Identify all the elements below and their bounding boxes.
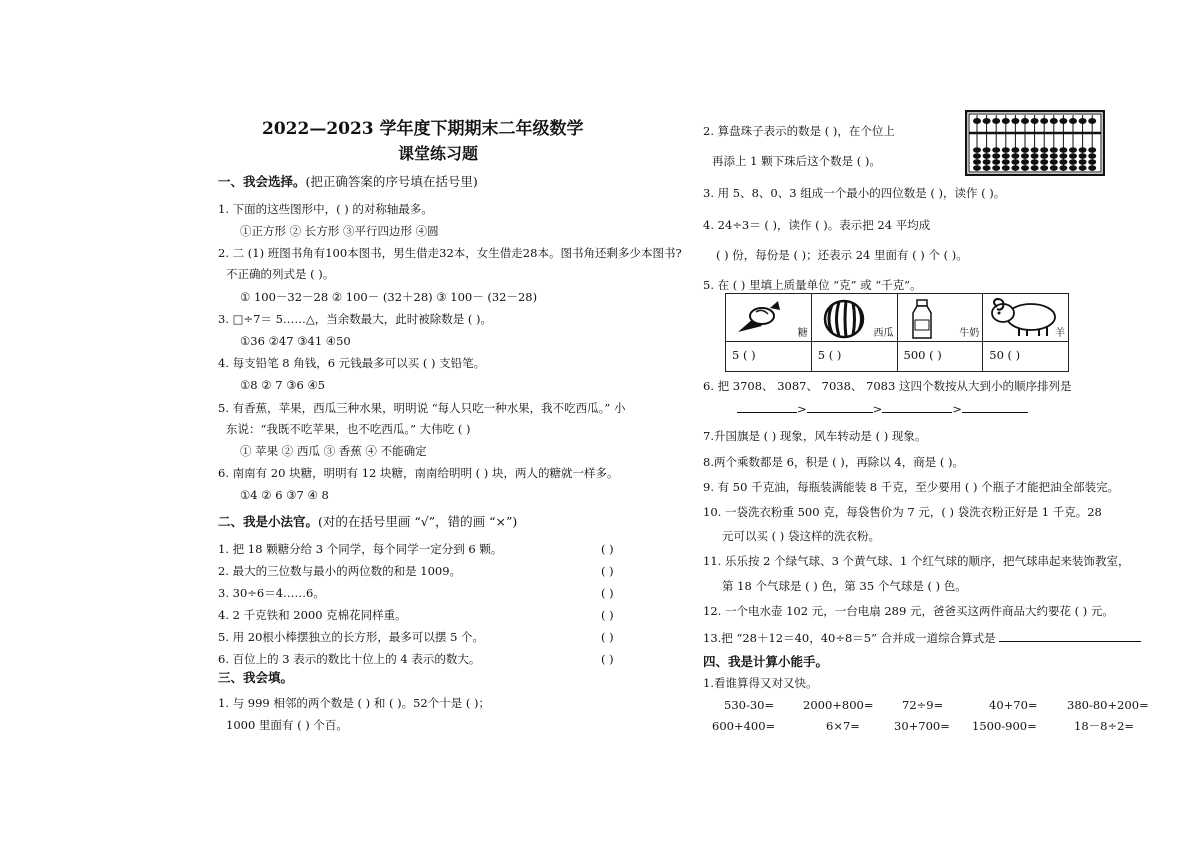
section-4-heading	[703, 655, 828, 669]
mass-unit-table	[725, 293, 1069, 372]
calc-problem: 1500-900=	[972, 719, 1037, 733]
sheep-icon	[987, 297, 1061, 339]
order-blank-2[interactable]	[807, 401, 873, 413]
order-blank-1[interactable]	[737, 401, 797, 413]
calc-problem: 2000+800=	[803, 698, 874, 712]
q1-4-stem: 4. 每支铅笔 8 角钱，6 元钱最多可以买 ( ) 支铅笔。	[218, 356, 486, 370]
q1-2-options: ① 100－32－28 ② 100－ (32＋28) ③ 100－ (32－28)	[240, 290, 538, 304]
judge-item: 2. 最大的三位数与最小的两位数的和是 1009。	[218, 564, 462, 578]
q3-6-order-line	[737, 401, 1028, 416]
q3-10-line1: 10. 一袋洗衣粉重 500 克，每袋售价为 7 元，( ) 袋洗衣粉正好是 1 千克。28	[703, 505, 1102, 519]
q3-12: 12. 一个电水壶 102 元，一台电扇 289 元，爸爸买这两件商品大约要花 ( ) 元。	[703, 604, 1114, 618]
judge-item: 3. 30÷6＝4……6。	[218, 586, 325, 600]
sheep-caption: 羊	[1055, 328, 1065, 339]
q3-1-line2: 1000 里面有 ( ) 个百。	[226, 718, 348, 732]
item-milk-cell	[897, 294, 983, 342]
section-4-subheading: 1.看谁算得又对又快。	[703, 676, 818, 690]
q3-6-stem: 6. 把 3708、 3087、 7038、 7083 这四个数按从大到小的顺序排列是	[703, 379, 1072, 393]
q1-6-stem: 6. 南南有 20 块糖，明明有 12 块糖，南南给明明 ( ) 块，两人的糖就一样多。	[218, 466, 619, 480]
section-1-note: (把正确答案的序号填在括号里)	[305, 174, 478, 189]
abacus-icon	[965, 110, 1105, 176]
gt-sign: >	[797, 402, 807, 416]
q1-2-stem: 2. 二 (1) 班图书角有100本图书，男生借走32本，女生借走28本。图书角还剩多少本图书?	[218, 246, 682, 260]
calc-problem: 380-80+200=	[1067, 698, 1149, 712]
q3-7: 7.升国旗是 ( ) 现象，风车转动是 ( ) 现象。	[703, 429, 927, 443]
q3-13-text: 13.把 “28＋12＝40，40÷8＝5” 合并成一道综合算式是	[703, 631, 996, 645]
watermelon-blank-cell[interactable]	[811, 342, 897, 372]
section-3-heading	[218, 671, 293, 685]
judge-answer-paren[interactable]: ( )	[601, 586, 614, 600]
item-watermelon-cell	[811, 294, 897, 342]
q1-1-stem: 1. 下面的这些图形中，( ) 的对称轴最多。	[218, 202, 433, 216]
q3-13-answer-line[interactable]	[999, 630, 1141, 642]
calc-problem: 30+700=	[894, 719, 950, 733]
page-subtitle: 课堂练习题	[398, 144, 479, 163]
q1-4-options: ①8 ② 7 ③6 ④5	[240, 378, 326, 392]
calc-problem: 6×7=	[826, 719, 860, 733]
q1-3-options: ①36 ②47 ③41 ④50	[240, 334, 351, 348]
candy-caption: 糖	[797, 328, 808, 339]
judge-answer-paren[interactable]: ( )	[601, 608, 614, 622]
milk-bottle-icon	[908, 298, 936, 340]
calc-problem: 18－8÷2=	[1074, 719, 1135, 733]
q3-1-line1: 1. 与 999 相邻的两个数是 ( ) 和 ( )。52个十是 ( )；	[218, 696, 491, 710]
section-2-heading	[218, 515, 517, 529]
q3-9: 9. 有 50 千克油，每瓶装满能装 8 千克，至少要用 ( ) 个瓶子才能把油全部装完。	[703, 480, 1120, 494]
judge-answer-paren[interactable]: ( )	[601, 652, 614, 666]
q1-5-stem: 5. 有香蕉，苹果，西瓜三种水果，明明说 “每人只吃一种水果，我不吃西瓜。” 小	[218, 401, 626, 415]
q1-3-stem: 3. □÷7＝ 5……△，当余数最大，此时被除数是 ( )。	[218, 312, 493, 326]
judge-item: 4. 2 千克铁和 2000 克棉花同样重。	[218, 608, 407, 622]
milk-blank-cell[interactable]	[897, 342, 983, 372]
watermelon-caption: 西瓜	[873, 328, 894, 339]
q3-5-stem: 5. 在 ( ) 里填上质量单位 “克” 或 “千克”。	[703, 278, 922, 292]
sheep-blank[interactable]: 50 ( )	[989, 348, 1021, 362]
q3-4-line1: 4. 24÷3＝ ( )，读作 ( )。表示把 24 平均成	[703, 218, 931, 232]
judge-item: 1. 把 18 颗糖分给 3 个同学，每个同学一定分到 6 颗。	[218, 542, 503, 556]
calc-problem: 530-30=	[724, 698, 775, 712]
milk-blank[interactable]: 500 ( )	[903, 348, 942, 362]
section-2-note: (对的在括号里画 “√”，错的画 “×”)	[318, 514, 518, 529]
q1-2-stem2: 不正确的列式是 ( )。	[226, 267, 335, 281]
watermelon-icon	[822, 297, 866, 339]
q3-3: 3. 用 5、8、0、3 组成一个最小的四位数是 ( )，读作 ( )。	[703, 186, 1006, 200]
q1-5-options: ① 苹果 ② 西瓜 ③ 香蕉 ④ 不能确定	[240, 444, 427, 458]
q3-2-line2: 再添上 1 颗下珠后这个数是 ( )。	[712, 154, 881, 168]
section-4-title: 四、我是计算小能手。	[703, 654, 829, 669]
judge-answer-paren[interactable]: ( )	[601, 542, 614, 556]
item-candy-cell	[726, 294, 812, 342]
milk-caption: 牛奶	[959, 328, 980, 339]
candy-blank[interactable]: 5 ( )	[732, 348, 756, 362]
q3-11-line1: 11. 乐乐按 2 个绿气球、3 个黄气球、1 个红气球的顺序，把气球串起来装饰教室，	[703, 554, 1130, 568]
gt-sign: >	[952, 402, 962, 416]
q3-10-line2: 元可以买 ( ) 袋这样的洗衣粉。	[722, 529, 880, 543]
gt-sign: >	[872, 402, 883, 416]
item-sheep-cell	[983, 294, 1069, 342]
judge-item: 6. 百位上的 3 表示的数比十位上的 4 表示的数大。	[218, 652, 481, 666]
section-1-title: 一、我会选择。	[218, 174, 306, 189]
candy-blank-cell[interactable]	[726, 342, 812, 372]
order-blank-4[interactable]	[962, 401, 1028, 413]
order-blank-3[interactable]	[882, 401, 952, 413]
q1-5-stem2: 东说：“我既不吃苹果，也不吃西瓜。” 大伟吃 ( )	[226, 422, 471, 436]
calc-problem: 72÷9=	[902, 698, 944, 712]
judge-answer-paren[interactable]: ( )	[601, 564, 614, 578]
q3-13	[703, 630, 1141, 645]
section-2-title: 二、我是小法官。	[218, 514, 319, 529]
section-1-heading	[218, 175, 478, 189]
q1-1-options: ①正方形 ② 长方形 ③平行四边形 ④圆	[240, 224, 439, 238]
judge-answer-paren[interactable]: ( )	[601, 630, 614, 644]
section-3-title: 三、我会填。	[218, 670, 294, 685]
q1-6-options: ①4 ② 6 ③7 ④ 8	[240, 488, 329, 502]
q3-2-line1: 2. 算盘珠子表示的数是 ( )，在个位上	[703, 124, 895, 138]
calc-problem: 600+400=	[712, 719, 776, 733]
q3-8: 8.两个乘数都是 6，积是 ( )，再除以 4，商是 ( )。	[703, 455, 964, 469]
watermelon-blank[interactable]: 5 ( )	[817, 348, 842, 362]
judge-item: 5. 用 20根小棒摆独立的长方形，最多可以摆 5 个。	[218, 630, 485, 644]
q3-4-line2: ( ) 份，每份是 ( )；还表示 24 里面有 ( ) 个 ( )。	[716, 248, 968, 262]
sheep-blank-cell[interactable]	[983, 342, 1069, 372]
calc-problem: 40+70=	[989, 698, 1038, 712]
page-title: 2022—2023 学年度下期期末二年级数学	[262, 119, 584, 139]
candy-icon	[734, 298, 784, 338]
q3-11-line2: 第 18 个气球是 ( ) 色，第 35 个气球是 ( ) 色。	[722, 579, 967, 593]
